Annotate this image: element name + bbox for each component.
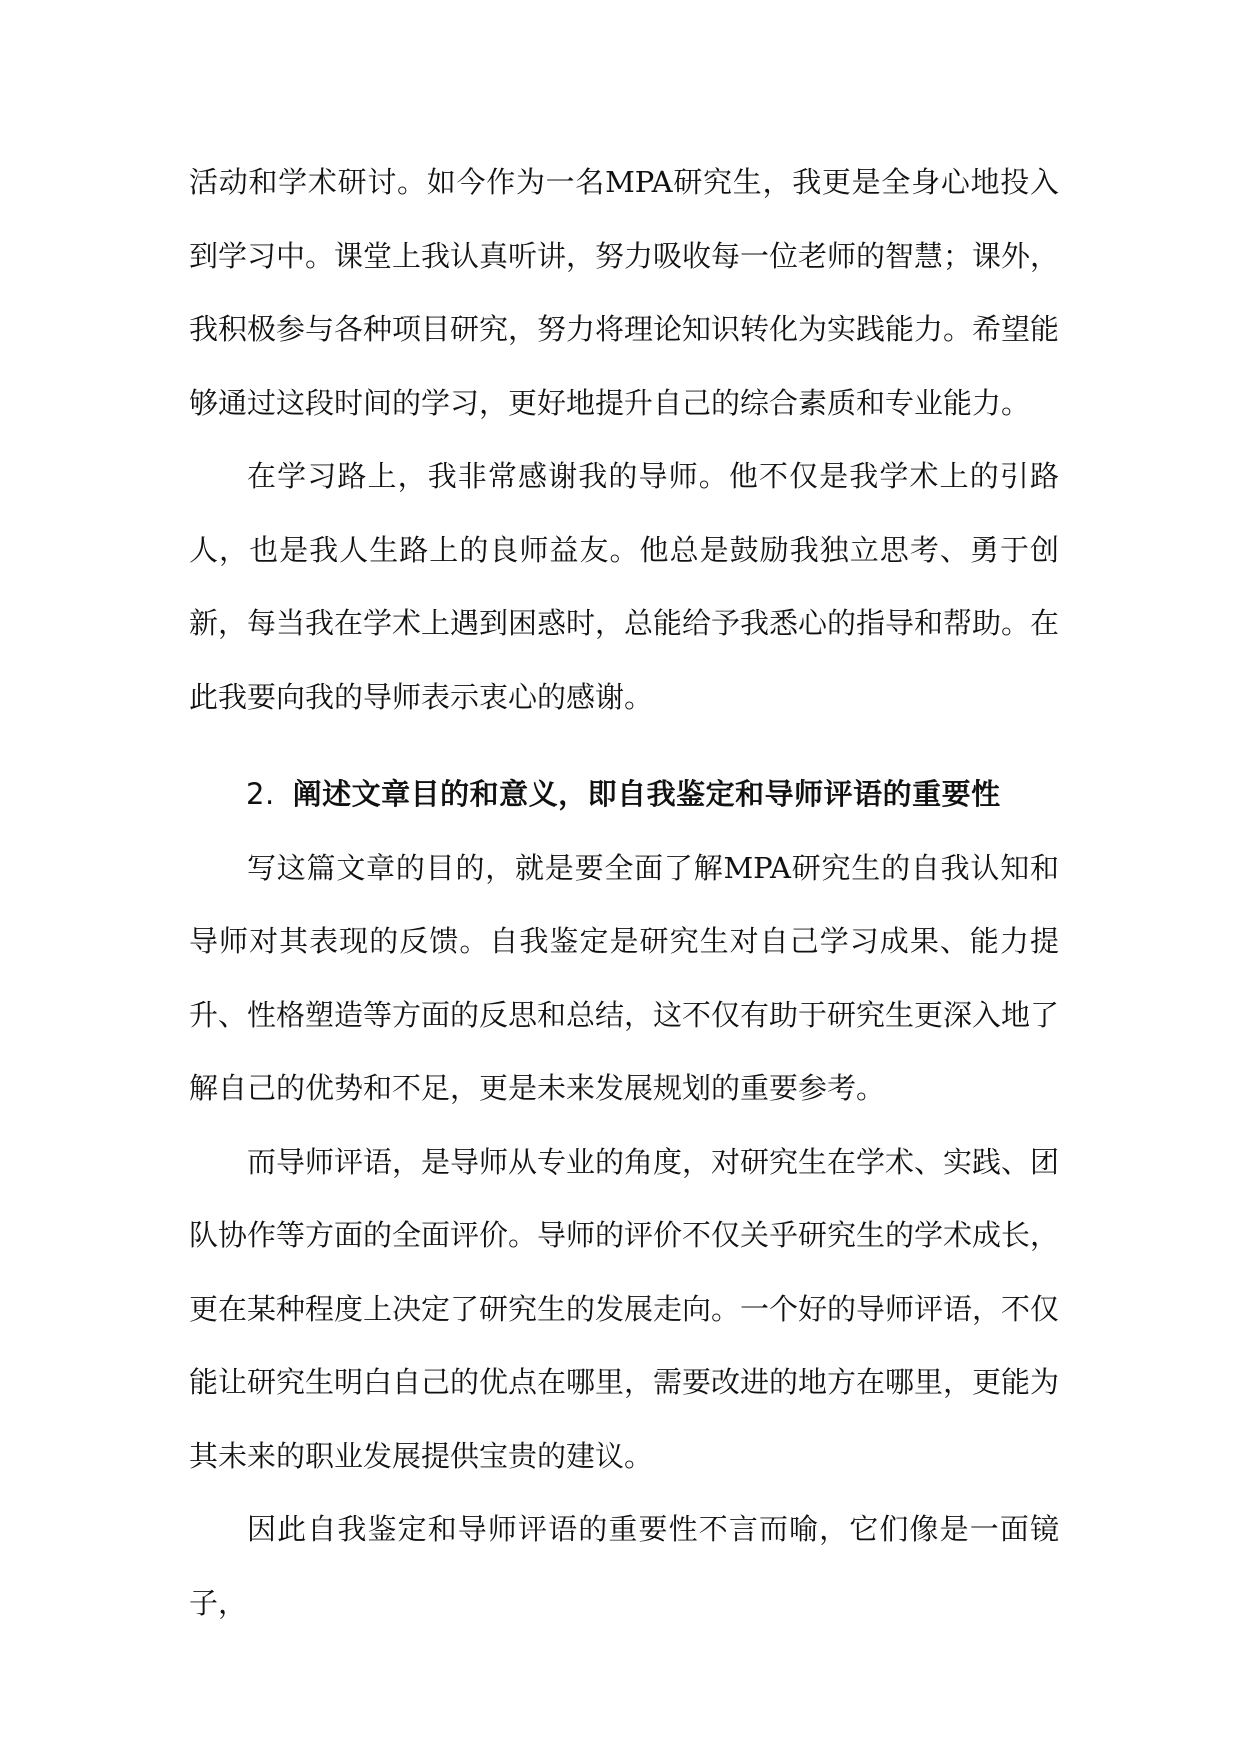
body-paragraph: 活动和学术研讨。如今作为一名MPA研究生，我更是全身心地投入到学习中。课堂上我认真听讲，努力吸收每一位老师的智慧；课外，我积极参与各种项目研究，努力将理论知识转化为实践能力。希望能够通过这段时间的学习，更好地提升自己的综合素质和专业能力。: [189, 165, 1060, 420]
body-paragraph: 而导师评语，是导师从专业的角度，对研究生在学术、实践、团队协作等方面的全面评价。导师的评价不仅关乎研究生的学术成长，更在某种程度上决定了研究生的发展走向。一个好的导师评语，不仅能让研究生明白自己的优点在哪里，需要改进的地方在哪里，更能为其未来的职业发展提供宝贵的建议。: [189, 1144, 1060, 1473]
section-number: 2.: [246, 777, 275, 811]
section-title: 阐述文章目的和意义，即自我鉴定和导师评语的重要性: [292, 777, 1001, 811]
section-heading: [189, 758, 1059, 832]
body-paragraph: 写这篇文章的目的，就是要全面了解MPA研究生的自我认知和导师对其表现的反馈。自我鉴定是研究生对自己学习成果、能力提升、性格塑造等方面的反思和总结，这不仅有助于研究生更深入地了解自己的优势和不足，更是未来发展规划的重要参考。: [189, 850, 1060, 1105]
document-body: [189, 146, 1059, 1640]
body-paragraph: 因此自我鉴定和导师评语的重要性不言而喻，它们像是一面镜子，: [189, 1512, 1059, 1620]
body-paragraph: 在学习路上，我非常感谢我的导师。他不仅是我学术上的引路人，也是我人生路上的良师益友。他总是鼓励我独立思考、勇于创新，每当我在学术上遇到困惑时，总能给予我悉心的指导和帮助。在此我要向我的导师表示衷心的感谢。: [189, 459, 1060, 714]
